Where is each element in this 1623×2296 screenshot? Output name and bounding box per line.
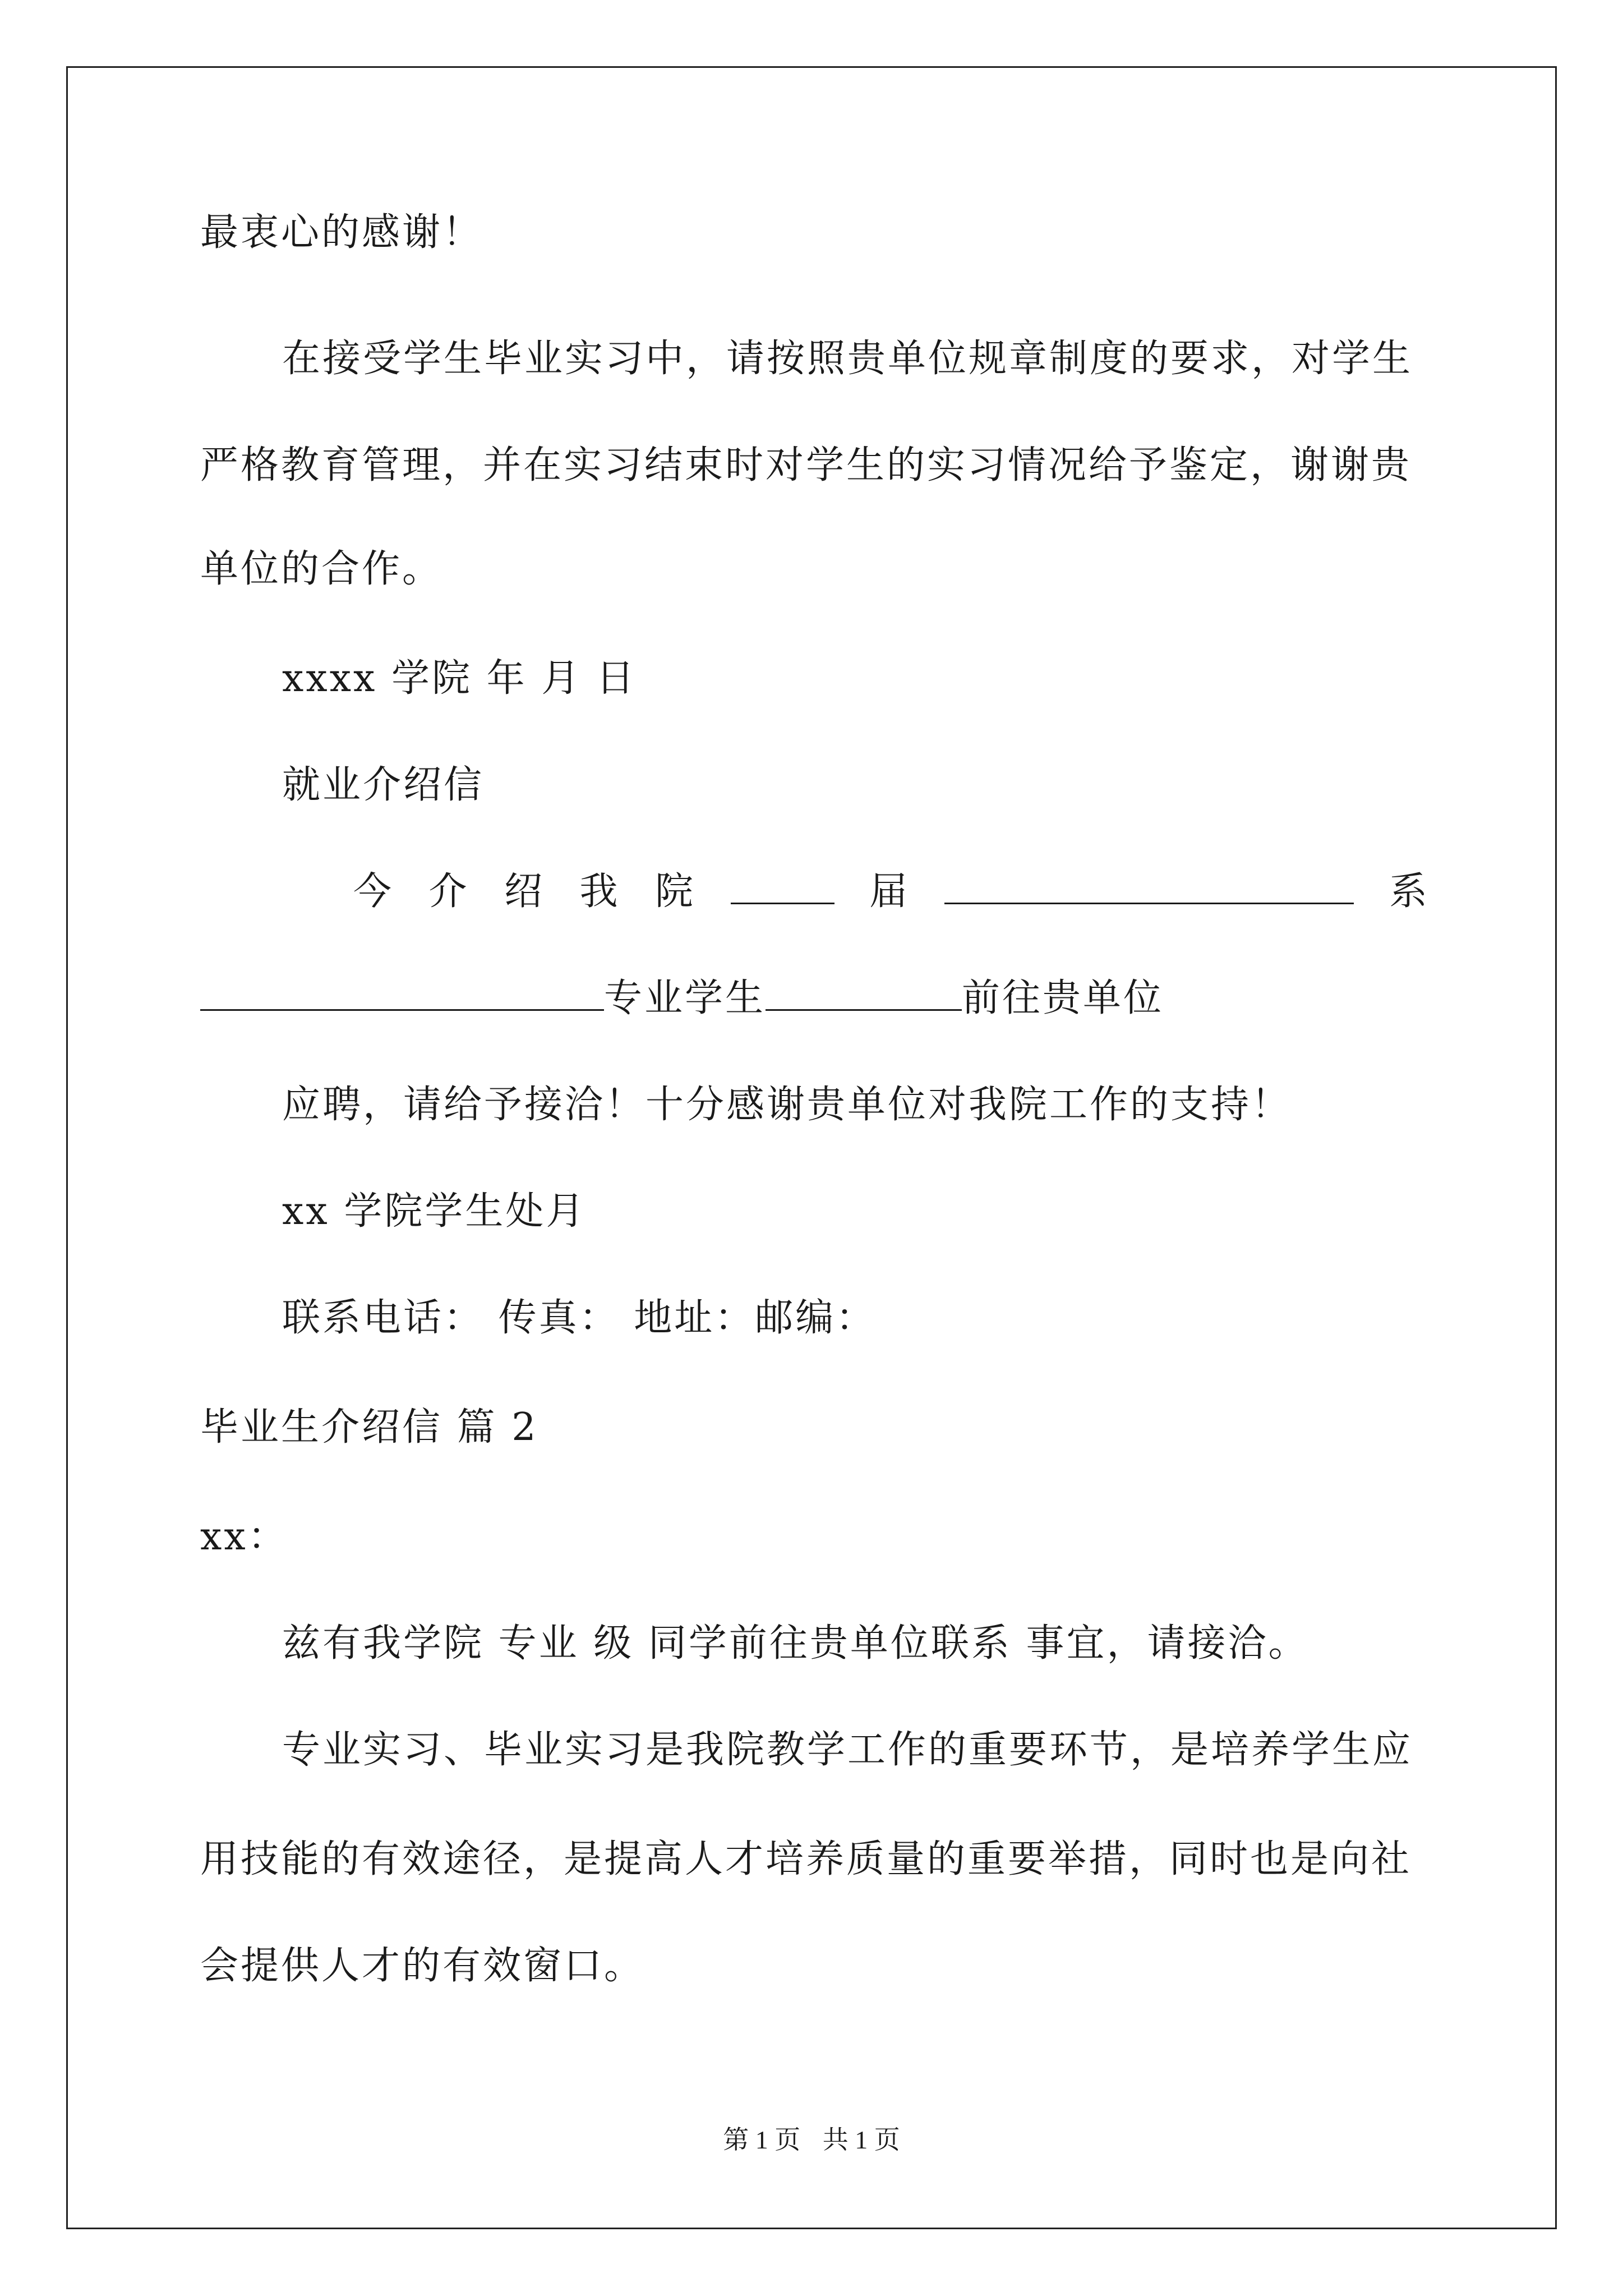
page-footer: [0, 2120, 1623, 2160]
char-wo: 我: [579, 869, 620, 914]
go-to-unit-label: 前往贵单位: [962, 976, 1164, 1020]
char-shao: 绍: [504, 869, 545, 914]
char-jin: 今: [353, 869, 394, 914]
char-jie-year: 届: [869, 869, 910, 914]
form-line-major: [200, 970, 1430, 1027]
blank-major: [200, 974, 604, 1011]
text-line-3: 严格教育管理，并在实习结束时对学生的实习情况给予鉴定，谢谢贵: [200, 443, 1412, 487]
text-line-office: xx 学院学生处月: [282, 1189, 587, 1234]
section-title-2: 毕业生介绍信 篇 2: [200, 1405, 538, 1450]
signature-line: xxxx 学院 年 月 日: [282, 656, 637, 701]
page-border: [66, 66, 1557, 2229]
salutation: xx：: [200, 1515, 288, 1559]
text-line-1: 最衷心的感谢！: [200, 210, 483, 255]
char-xi: 系: [1389, 869, 1430, 914]
text-line-17: 会提供人才的有效窗口。: [200, 1944, 645, 1988]
page-number: 第 1 页: [723, 2125, 801, 2154]
char-jie: 介: [428, 869, 469, 914]
text-line-4: 单位的合作。: [200, 547, 443, 591]
text-line-15: 专业实习、毕业实习是我院教学工作的重要环节，是培养学生应: [282, 1728, 1413, 1772]
text-line-apply: 应聘，请给予接洽！十分感谢贵单位对我院工作的支持！: [282, 1083, 1292, 1127]
form-line-introduce: [353, 864, 1430, 920]
char-yuan: 院: [655, 869, 696, 914]
section-heading: 就业介绍信: [282, 763, 485, 807]
text-line-2: 在接受学生毕业实习中，请按照贵单位规章制度的要求，对学生: [282, 337, 1413, 381]
text-line-14: 兹有我学院 专业 级 同学前往贵单位联系 事宜，请接洽。: [282, 1621, 1309, 1665]
page-total: 共 1 页: [822, 2125, 900, 2154]
blank-year: [731, 868, 834, 904]
blank-student-name: [766, 974, 962, 1011]
contact-line: 联系电话： 传真： 地址：邮编：: [282, 1296, 877, 1340]
text-line-16: 用技能的有效途径，是提高人才培养质量的重要举措，同时也是向社: [200, 1837, 1412, 1881]
blank-department: [944, 868, 1354, 904]
major-student-label: 专业学生: [604, 976, 766, 1020]
